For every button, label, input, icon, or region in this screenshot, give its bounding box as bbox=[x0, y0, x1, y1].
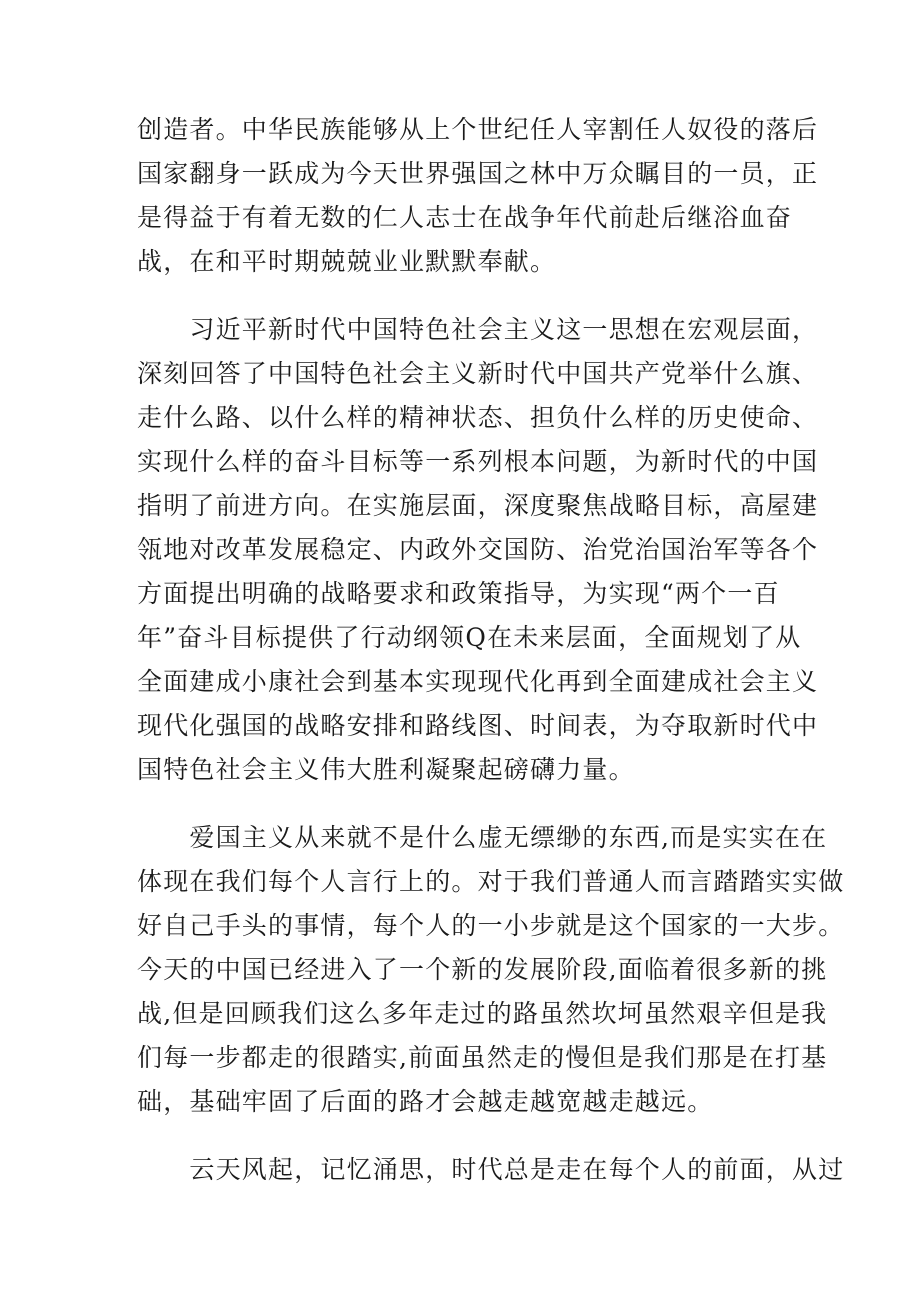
text-line: 体现在我们每个人言行上的。对于我们普通人而言踏踏实实做 bbox=[137, 867, 845, 896]
text-line: 方面提出明确的战略要求和政策指导，为实现“两个一百 bbox=[137, 579, 780, 608]
text-line: 走什么路、以什么样的精神状态、担负什么样的历史使命、 bbox=[137, 403, 819, 432]
paragraph-2 bbox=[137, 308, 819, 792]
text-line: 是得益于有着无数的仁人志士在战争年代前赴后继浴血奋 bbox=[137, 203, 793, 232]
text-line: 习近平新时代中国特色社会主义这一思想在宏观层面， bbox=[137, 315, 819, 344]
text-line: 国特色社会主义伟大胜利凝聚起磅礴力量。 bbox=[137, 755, 635, 784]
text-line: 爱国主义从来就不是什么虚无缥缈的东西,而是实实在在 bbox=[137, 823, 828, 852]
text-line: 国家翻身一跃成为今天世界强国之林中万众瞩目的一员，正 bbox=[137, 159, 819, 188]
text-line: 好自己手头的事情，每个人的一小步就是这个国家的一大步。 bbox=[137, 911, 845, 940]
text-line: 瓴地对改革发展稳定、内政外交国防、治党治国治军等各个 bbox=[137, 535, 819, 564]
text-line: 全面建成小康社会到基本实现现代化再到全面建成社会主义 bbox=[137, 667, 819, 696]
text-line: 指明了前进方向。在实施层面，深度聚焦战略目标，高屋建 bbox=[137, 491, 819, 520]
text-line: 础，基础牢固了后面的路才会越走越宽越走越远。 bbox=[137, 1087, 714, 1116]
text-line: 实现什么样的奋斗目标等一系列根本问题，为新时代的中国 bbox=[137, 447, 819, 476]
paragraph-1 bbox=[137, 108, 819, 284]
text-line: 战，在和平时期兢兢业业默默奉献。 bbox=[137, 247, 557, 276]
text-line: 年”奋斗目标提供了行动纲领Q在未来层面，全面规划了从 bbox=[137, 623, 802, 652]
text-line: 们每一步都走的很踏实,前面虽然走的慢但是我们那是在打基 bbox=[137, 1043, 828, 1072]
text-line: 战,但是回顾我们这么多年走过的路虽然坎坷虽然艰辛但是我 bbox=[137, 999, 828, 1028]
text-line: 今天的中国已经进入了一个新的发展阶段,面临着很多新的挑 bbox=[137, 955, 828, 984]
text-line: 深刻回答了中国特色社会主义新时代中国共产党举什么旗、 bbox=[137, 359, 819, 388]
paragraph-3 bbox=[137, 816, 845, 1124]
body-text bbox=[137, 108, 845, 1216]
paragraph-4 bbox=[137, 1148, 845, 1192]
text-line: 现代化强国的战略安排和路线图、时间表，为夺取新时代中 bbox=[137, 711, 819, 740]
text-line: 云天风起，记忆涌思，时代总是走在每个人的前面，从过 bbox=[137, 1155, 845, 1184]
text-line: 创造者。中华民族能够从上个世纪任人宰割任人奴役的落后 bbox=[137, 115, 819, 144]
